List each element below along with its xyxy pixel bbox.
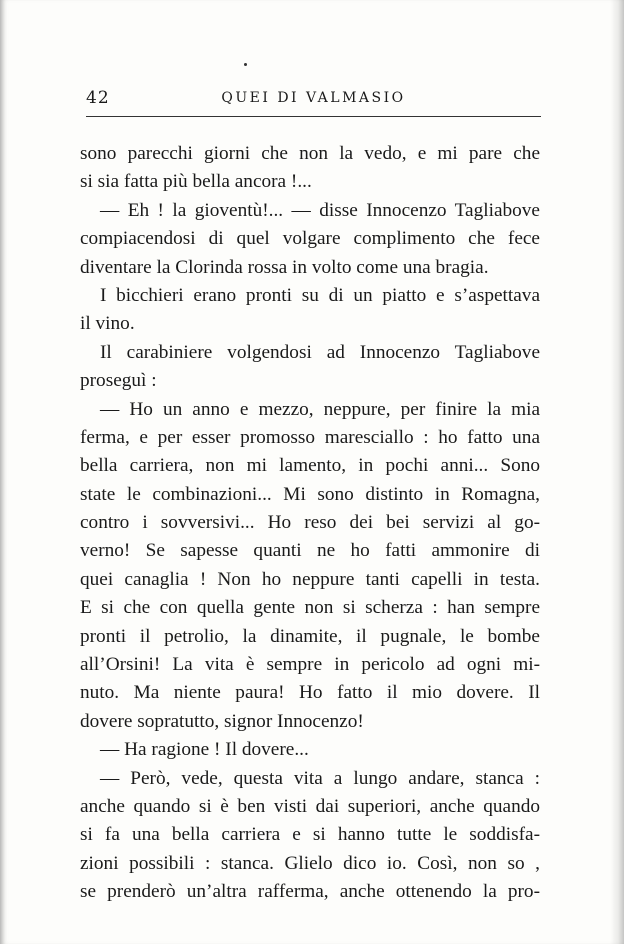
text-line: proseguì : — [80, 370, 157, 392]
page-edge-shadow — [610, 0, 624, 944]
text-line: quei canaglia ! Non ho neppure tanti capelli in testa. — [80, 568, 540, 590]
text-line: se prenderò un’altra rafferma, anche ottenendo la pro- — [80, 881, 540, 903]
text-line: anche quando si è ben visti dai superiori, anche quando — [80, 795, 540, 817]
text-line: il vino. — [80, 313, 135, 335]
running-title: QUEI DI VALMASIO — [221, 90, 406, 106]
text-line: sono parecchi giorni che non la vedo, e mi pare che — [80, 143, 540, 164]
text-line: verno! Se sapesse quanti ne ho fatti ammonire di — [80, 540, 540, 562]
text-line: state le combinazioni... Mi sono distinto in Romagna, — [80, 483, 540, 505]
text-line: si fa una bella carriera e si hanno tutte le soddisfa- — [80, 824, 540, 846]
text-line: diventare la Clorinda rossa in volto come una bragia. — [80, 256, 489, 278]
text-line: contro i sovversivi... Ho reso dei bei servizi al go- — [80, 512, 540, 534]
print-speck — [244, 63, 247, 66]
text-line: all’Orsini! La vita è sempre in pericolo ad ogni mi- — [80, 654, 540, 676]
text-line: — Ho un anno e mezzo, neppure, per finire la mia — [100, 398, 540, 420]
text-line: bella carriera, non mi lamento, in pochi anni... Sono — [80, 455, 540, 477]
text-line: compiacendosi di quel volgare complimento che fece — [80, 228, 540, 250]
text-line: — Ha ragione ! Il dovere... — [100, 739, 309, 761]
text-line: nuto. Ma niente paura! Ho fatto il mio dovere. Il — [80, 682, 540, 704]
text-line: — Però, vede, questa vita a lungo andare, stanca : — [100, 767, 540, 789]
text-line: si sia fatta più bella ancora !... — [80, 171, 312, 193]
text-line: zioni possibili : stanca. Glielo dico io. Così, non so , — [80, 852, 540, 874]
text-line: Il carabiniere volgendosi ad Innocenzo Tagliabove — [100, 341, 540, 363]
text-line: pronti il petrolio, la dinamite, il pugnale, le bombe — [80, 625, 540, 647]
text-line: I bicchieri erano pronti su di un piatto e s’aspettava — [100, 284, 540, 306]
page-header — [86, 88, 541, 110]
body-text — [80, 140, 540, 907]
text-line: — Eh ! la gioventù!... — disse Innocenzo Tagliabove — [100, 199, 540, 221]
text-line: E si che con quella gente non si scherza : han sempre — [80, 597, 540, 619]
page-number: 42 — [86, 88, 110, 108]
text-line: dovere sopratutto, signor Innocenzo! — [80, 710, 364, 732]
text-line: ferma, e per esser promosso maresciallo : ho fatto una — [80, 426, 540, 448]
header-rule — [86, 116, 541, 117]
